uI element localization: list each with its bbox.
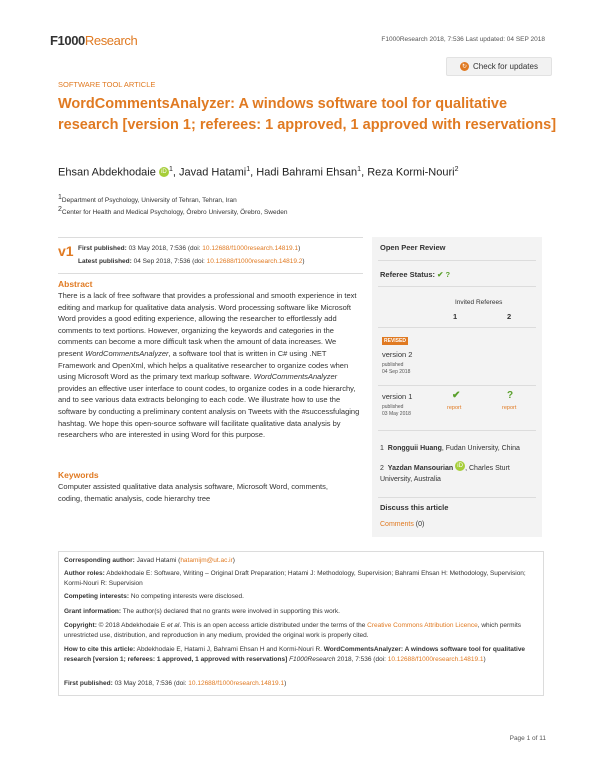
journal-logo[interactable]: F1000Research — [50, 33, 138, 48]
version-1-label[interactable]: version 1 — [382, 392, 413, 401]
how-to-cite: How to cite this article: Abdekhodaie E, Hatami J, Bahrami Ehsan H and Kormi-Nouri R. WordCommentsAnalyzer: A windows software tool for qualitative research [version 1; referees: 1 approved, 1 approved with reservations] F1000Research 2018, 7:536 (doi: 10.12688/f1000research.14819.1) — [64, 646, 526, 663]
refresh-icon: ↻ — [462, 64, 468, 70]
copyright: Copyright: © 2018 Abdekhodaie E et al. This is an open access article distributed under the terms of the Creative Commons Attribution Licence, which permits unrestricted use, distribution, and reproduction in any medium, provided the original work is properly cited. — [64, 622, 522, 639]
author-name[interactable]: Hadi Bahrami Ehsan — [256, 166, 358, 179]
article-type: SOFTWARE TOOL ARTICLE — [58, 80, 156, 89]
divider — [378, 327, 536, 328]
divider — [378, 497, 536, 498]
divider — [378, 385, 536, 386]
first-published-info: First published: 03 May 2018, 7:536 (doi: 10.12688/f1000research.14819.1) — [64, 680, 287, 687]
author-name[interactable]: Reza Kormi-Nouri — [367, 166, 455, 179]
abstract-text: There is a lack of free software that provides a professional and smooth experience in text editing and markup for qualitative data analysis. Word processing software like Microsoft Word provides a good editing experience, allowing the researcher to effortlessly add comments to text portions. However, organizing the keywords and categories in the comments can become a more difficult task when the amount of data increases. We present WordCommentsAnalyzer, a software tool that is written in C# using .NET Framework and OpenXml, which helps a qualitative researcher to organize codes when using Microsoft Word as the primary text markup software. WordCommentsAnalyzer provides an effective user interface to count codes, to organize codes in a code hierarchy, and to see various data extracts belonging to each code. We illustrate how to use the software by conducting a preliminary content analysis on Tweets with the #successfulaging hashtag. We hope this open-source software will facilitate qualitative data analysis by researchers who are interested in using Word for this purpose. — [58, 291, 360, 440]
peer-review-panel — [372, 237, 542, 537]
doi-link[interactable]: 10.12688/f1000research.14819.1 — [188, 680, 285, 687]
divider — [58, 237, 363, 238]
open-peer-review-heading: Open Peer Review — [380, 243, 446, 252]
invited-referees-label: Invited Referees — [455, 299, 503, 306]
latest-published: Latest published: 04 Sep 2018, 7:536 (doi: 10.12688/f1000research.14819.2) — [78, 258, 305, 265]
version-1-date: published 03 May 2018 — [382, 404, 411, 417]
approved-icon: ✔ — [452, 390, 461, 401]
affiliation: $^1$Department of Psychology, University of Tehran, Tehran, Iran — [58, 194, 237, 205]
reservations-icon: ? — [507, 390, 514, 401]
revised-badge: REVISED — [384, 338, 406, 344]
referee-list-item: 1 Rongguii Huang, Fudan University, China — [380, 445, 520, 452]
divider — [378, 430, 536, 431]
first-published: First published: 03 May 2018, 7:536 (doi: 10.12688/f1000research.14819.1) — [78, 245, 301, 252]
version-2-date: published 04 Sep 2018 — [382, 362, 411, 375]
approved-icon: ✔ — [437, 270, 444, 279]
discuss-heading: Discuss this article — [380, 503, 449, 512]
abstract-heading: Abstract — [58, 279, 93, 289]
version-label: v1 — [58, 243, 74, 259]
orcid-icon[interactable]: iD — [159, 167, 169, 177]
header-citation: F1000Research 2018, 7:536 Last updated: 04 SEP 2018 — [381, 36, 545, 43]
referee-2-report-link[interactable]: report — [502, 405, 517, 411]
keywords-text: Computer assisted qualitative data analysis software, Microsoft Word, comments, coding, thematic analysis, code hierarchy tree — [58, 482, 328, 503]
corresponding-author: Corresponding author: Javad Hatami (hatamijm@ut.ac.ir) — [64, 557, 235, 564]
divider — [378, 286, 536, 287]
comments-count: Comments (0) — [380, 521, 425, 528]
referee-list-item: 2 Yazdan Mansourian iD , Charles Sturt University, Australia — [380, 463, 510, 483]
referee-status: Referee Status: ✔ ? — [380, 270, 451, 279]
comments-link[interactable]: Comments — [380, 521, 414, 528]
affiliation: $^2$Center for Health and Medical Psychology, Örebro University, Örebro, Sweden — [58, 206, 288, 217]
version-2-label[interactable]: version 2 — [382, 350, 413, 359]
divider — [58, 273, 363, 274]
referee-column-1: 1 — [453, 312, 458, 321]
orcid-icon[interactable]: iD — [455, 461, 465, 471]
license-link[interactable]: Creative Commons Attribution Licence — [367, 622, 478, 629]
author-name[interactable]: Ehsan Abdekhodaie — [58, 166, 156, 179]
referee-column-2: 2 — [507, 312, 512, 321]
referee-1-report-link[interactable]: report — [447, 405, 462, 411]
doi-link[interactable]: 10.12688/f1000research.14819.2 — [206, 258, 303, 265]
check-for-updates-button[interactable] — [446, 57, 552, 76]
check-for-updates-label: Check for updates — [473, 62, 538, 71]
author-roles: Author roles: Abdekhodaie E: Software, Writing – Original Draft Preparation; Hatami J: Methodology, Supervision; Bahrami Ehsan H: Methodology, Supervision; Kormi-Nouri R: Supervision — [64, 570, 526, 587]
doi-link[interactable]: 10.12688/f1000research.14819.1 — [387, 656, 484, 663]
reservations-icon: ? — [445, 270, 451, 279]
author-list: Ehsan Abdekhodaie iD $^1$, Javad Hatami$^1$, Hadi Bahrami Ehsan$^1$, Reza Kormi-Nouri$^2$ — [58, 166, 459, 179]
page-number: Page 1 of 11 — [509, 735, 546, 742]
divider — [378, 260, 536, 261]
grant-information: Grant information: The author(s) declared that no grants were involved in supporting this work. — [64, 608, 340, 615]
keywords-heading: Keywords — [58, 470, 99, 480]
competing-interests: Competing interests: No competing interests were disclosed. — [64, 593, 244, 600]
author-name[interactable]: Javad Hatami — [178, 166, 247, 179]
email-link[interactable]: hatamijm@ut.ac.ir — [180, 557, 233, 564]
doi-link[interactable]: 10.12688/f1000research.14819.1 — [202, 245, 299, 252]
article-title: WordCommentsAnalyzer: A windows software tool for qualitative research [version 1; referees: 1 approved, 1 approved with reservations] — [58, 96, 557, 133]
